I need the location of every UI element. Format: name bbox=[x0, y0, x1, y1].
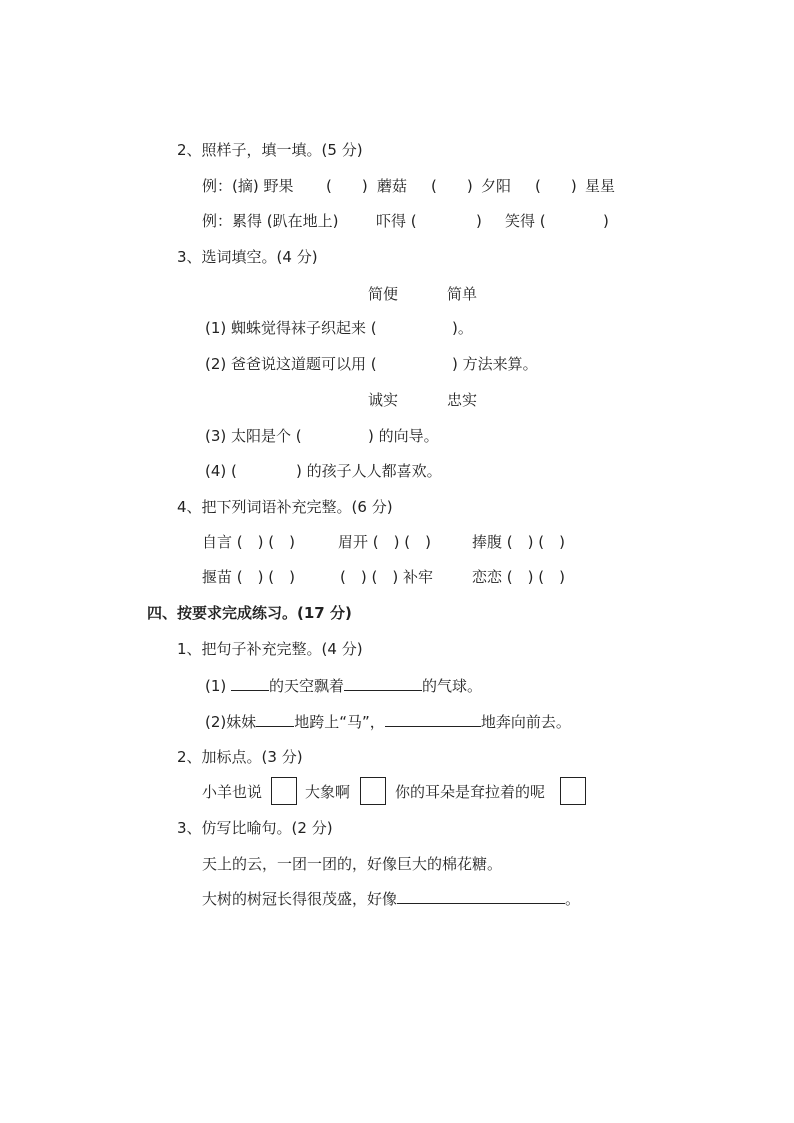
q3-word-jiandan: 简单 bbox=[447, 285, 478, 303]
q2-paren-c: ( ) bbox=[535, 177, 577, 195]
s4-q1-s1-num: (1) bbox=[205, 677, 227, 695]
q2-word-a2: 吓得 ( bbox=[376, 212, 417, 230]
s4-q1-s2-mid: 地跨上“马”， bbox=[294, 713, 385, 731]
answer-blank[interactable] bbox=[397, 889, 565, 904]
q3-s4-pre: (4) ( bbox=[205, 462, 237, 480]
punctuation-box[interactable] bbox=[360, 777, 386, 805]
punctuation-box[interactable] bbox=[271, 777, 297, 805]
s4-q2-part3: 你的耳朵是耷拉着的呢 bbox=[395, 783, 546, 801]
s4-q1-title: 1、把句子补充完整。(4 分) bbox=[177, 640, 363, 658]
q2-word-a: 蘑菇 bbox=[377, 177, 408, 195]
s4-q1-s1-end: 的气球。 bbox=[422, 677, 483, 695]
q4-item-5: ( ) ( ) 补牢 bbox=[340, 568, 433, 586]
q3-s2-post: ) 方法来算。 bbox=[452, 355, 538, 373]
s4-q1-s1-mid: 的天空飘着 bbox=[269, 677, 345, 695]
s4-q3-title: 3、仿写比喻句。(2 分) bbox=[177, 819, 333, 837]
s4-q2-part2: 大象啊 bbox=[305, 783, 351, 801]
answer-blank[interactable] bbox=[385, 712, 481, 727]
s4-q1-s2-pre: 妹妹 bbox=[226, 713, 257, 731]
q3-s2-pre: (2) 爸爸说这道题可以用 ( bbox=[205, 355, 377, 373]
q2-example1: 例：(摘) 野果 bbox=[202, 177, 294, 195]
q3-s3-pre: (3) 太阳是个 ( bbox=[205, 427, 302, 445]
s4-q3-example: 天上的云，一团一团的，好像巨大的棉花糖。 bbox=[202, 855, 503, 873]
q2-close-a2: ) bbox=[476, 212, 482, 230]
s4-q3-prompt-line bbox=[202, 889, 580, 909]
q3-title: 3、选词填空。(4 分) bbox=[177, 248, 318, 266]
section4-title: 四、按要求完成练习。(17 分) bbox=[147, 604, 352, 622]
s4-q3-end: 。 bbox=[565, 890, 581, 908]
q2-word-c: 星星 bbox=[585, 177, 616, 195]
q3-word-jianbian: 简便 bbox=[368, 285, 399, 303]
q4-item-4: 揠苗 ( ) ( ) bbox=[202, 568, 295, 586]
q2-title: 2、照样子，填一填。(5 分) bbox=[177, 141, 363, 159]
s4-q2-part1: 小羊也说 bbox=[202, 783, 263, 801]
s4-q1-s2-num: (2) bbox=[205, 713, 227, 731]
q4-item-1: 自言 ( ) ( ) bbox=[202, 533, 295, 551]
q3-word-chengshi: 诚实 bbox=[368, 391, 399, 409]
q3-word-zhongshi: 忠实 bbox=[447, 391, 478, 409]
q2-paren-b: ( ) bbox=[431, 177, 473, 195]
q2-word-b: 夕阳 bbox=[481, 177, 512, 195]
s4-q2-title: 2、加标点。(3 分) bbox=[177, 748, 303, 766]
q4-title: 4、把下列词语补充完整。(6 分) bbox=[177, 498, 393, 516]
s4-q3-prompt: 大树的树冠长得很茂盛，好像 bbox=[202, 890, 398, 908]
q2-example2: 例：累得 (趴在地上) bbox=[202, 212, 339, 230]
s4-q1-s2-end: 地奔向前去。 bbox=[480, 713, 571, 731]
answer-blank[interactable] bbox=[256, 712, 294, 727]
punctuation-box[interactable] bbox=[560, 777, 586, 805]
q3-s4-post: ) 的孩子人人都喜欢。 bbox=[296, 462, 442, 480]
q3-s3-post: ) 的向导。 bbox=[368, 427, 439, 445]
s4-q1-sentence2 bbox=[205, 712, 571, 732]
q4-item-6: 恋恋 ( ) ( ) bbox=[472, 568, 565, 586]
answer-blank[interactable] bbox=[231, 676, 269, 691]
answer-blank[interactable] bbox=[344, 676, 422, 691]
q2-paren-a: ( ) bbox=[326, 177, 368, 195]
q2-word-b2: 笑得 ( bbox=[505, 212, 546, 230]
q3-s1-pre: (1) 蜘蛛觉得袜子织起来 ( bbox=[205, 319, 377, 337]
s4-q1-sentence1 bbox=[205, 676, 482, 696]
q4-item-2: 眉开 ( ) ( ) bbox=[338, 533, 431, 551]
q4-item-3: 捧腹 ( ) ( ) bbox=[472, 533, 565, 551]
q3-s1-post: )。 bbox=[452, 319, 473, 337]
q2-close-b2: ) bbox=[603, 212, 609, 230]
